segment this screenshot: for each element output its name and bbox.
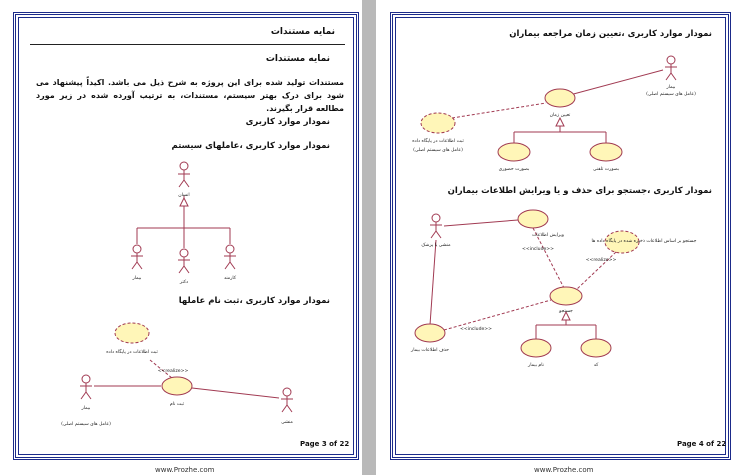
actor-employee-icon xyxy=(224,245,236,269)
actor-employee-label: کارمند xyxy=(223,276,237,281)
actor-human-icon xyxy=(178,162,190,187)
search-usecase-ellipse xyxy=(550,287,582,305)
phone-label: بصورت تلفنی xyxy=(593,167,619,172)
search-usecase-label: جستجو xyxy=(559,309,573,314)
subheading-actors: نمودار موارد کاربری ،عاملهای سیستم xyxy=(171,141,330,151)
phone-ellipse xyxy=(590,143,622,161)
actor-patient-3-icon xyxy=(665,56,677,80)
register-usecase-label: ثبت نام xyxy=(169,402,185,407)
edit-usecase-ellipse xyxy=(518,210,548,228)
realize-label-2: <<realize>> xyxy=(585,258,617,263)
actor-patient-icon xyxy=(131,245,143,269)
include-label-2: <<include>> xyxy=(459,327,493,332)
realize-label: <<realize>> xyxy=(157,369,189,374)
actor-patient-3-label: بیمار xyxy=(666,85,676,90)
actor-doctor-label: دکتر xyxy=(179,280,189,285)
right-diagrams xyxy=(376,0,746,475)
actor-patient-3-note: (عامل های سیستم اصلی) xyxy=(646,92,696,97)
actor-patient-2-icon xyxy=(80,375,92,399)
edit-usecase-label: ویرایش اطلاعات xyxy=(531,233,565,238)
search-dashed-label: جستجو بر اساس اطلاعات ذخیره شده در پایگاه داده ها xyxy=(591,239,697,244)
timing-usecase-label: تعیین زمان xyxy=(549,113,571,118)
actor-secretary-doctor-icon xyxy=(430,214,442,238)
actor-patient-label: بیمار xyxy=(132,276,142,281)
timing-dashed-note: (عامل های سیستم اصلی) xyxy=(413,148,463,153)
actor-patient-2-note: (عامل های سیستم اصلی) xyxy=(61,422,111,427)
in-person-label: بصورت حضوری xyxy=(498,167,530,172)
subheading-register: نمودار موارد کاربری ،ثبت نام عاملها xyxy=(178,296,330,306)
timing-dashed-label: ثبت اطلاعات در پایگاه داده xyxy=(412,139,464,144)
code-label: کد xyxy=(593,363,599,368)
actor-secretary-icon xyxy=(281,388,293,412)
right-page-number: Page 4 of 22 xyxy=(677,440,727,448)
delete-usecase-ellipse xyxy=(415,324,445,342)
actor-human-label: انسان xyxy=(178,193,190,198)
delete-usecase-label: حذف اطلاعات بیمار xyxy=(410,348,450,353)
subheading-search: نمودار کاربری ،جستجو برای حذف و یا ویرایش اطلاعات بیماران xyxy=(447,186,712,196)
left-footer: www.Prozhe.com xyxy=(155,466,215,474)
dashed-usecase-ellipse xyxy=(115,323,149,343)
subheading-timing: نمودار موارد کاربری ،تعیین زمان مراجعه بیماران xyxy=(509,29,712,39)
left-page-header: نمایه مستندات xyxy=(270,27,335,37)
left-page-number: Page 3 of 22 xyxy=(300,440,350,448)
code-ellipse xyxy=(581,339,611,357)
actor-patient-2-label: بیمار xyxy=(81,406,91,411)
patient-name-ellipse xyxy=(521,339,551,357)
left-page-title: نمایه مستندات xyxy=(265,54,330,64)
actor-secretary-label: منشی xyxy=(281,420,293,425)
in-person-ellipse xyxy=(498,143,530,161)
page-gutter xyxy=(362,0,376,475)
actor-doctor-icon xyxy=(178,249,190,273)
patient-name-label: نام بیمار xyxy=(528,363,544,368)
include-label-1: <<include>> xyxy=(521,247,555,252)
dashed-usecase-label: ثبت اطلاعات در پایگاه داده xyxy=(106,350,158,355)
section-heading: نمودار موارد کاربری xyxy=(245,117,330,127)
timing-dashed-ellipse xyxy=(421,113,455,133)
right-footer: www.Prozhe.com xyxy=(534,466,594,474)
left-diagrams xyxy=(0,0,362,475)
actor-secretary-doctor-label: منشی یا پزشک xyxy=(421,243,451,248)
register-usecase-ellipse xyxy=(162,377,192,395)
intro-paragraph: مستندات تولید شده برای این پروژه به شرح ذیل می باشد. اکیداً پیشنهاد می شود برای درک بهتر سیستم، مستندات، به ترتیب آورده شده در زیر مورد مطالعه قرار بگیرند. xyxy=(36,78,344,113)
timing-usecase-ellipse xyxy=(545,89,575,107)
